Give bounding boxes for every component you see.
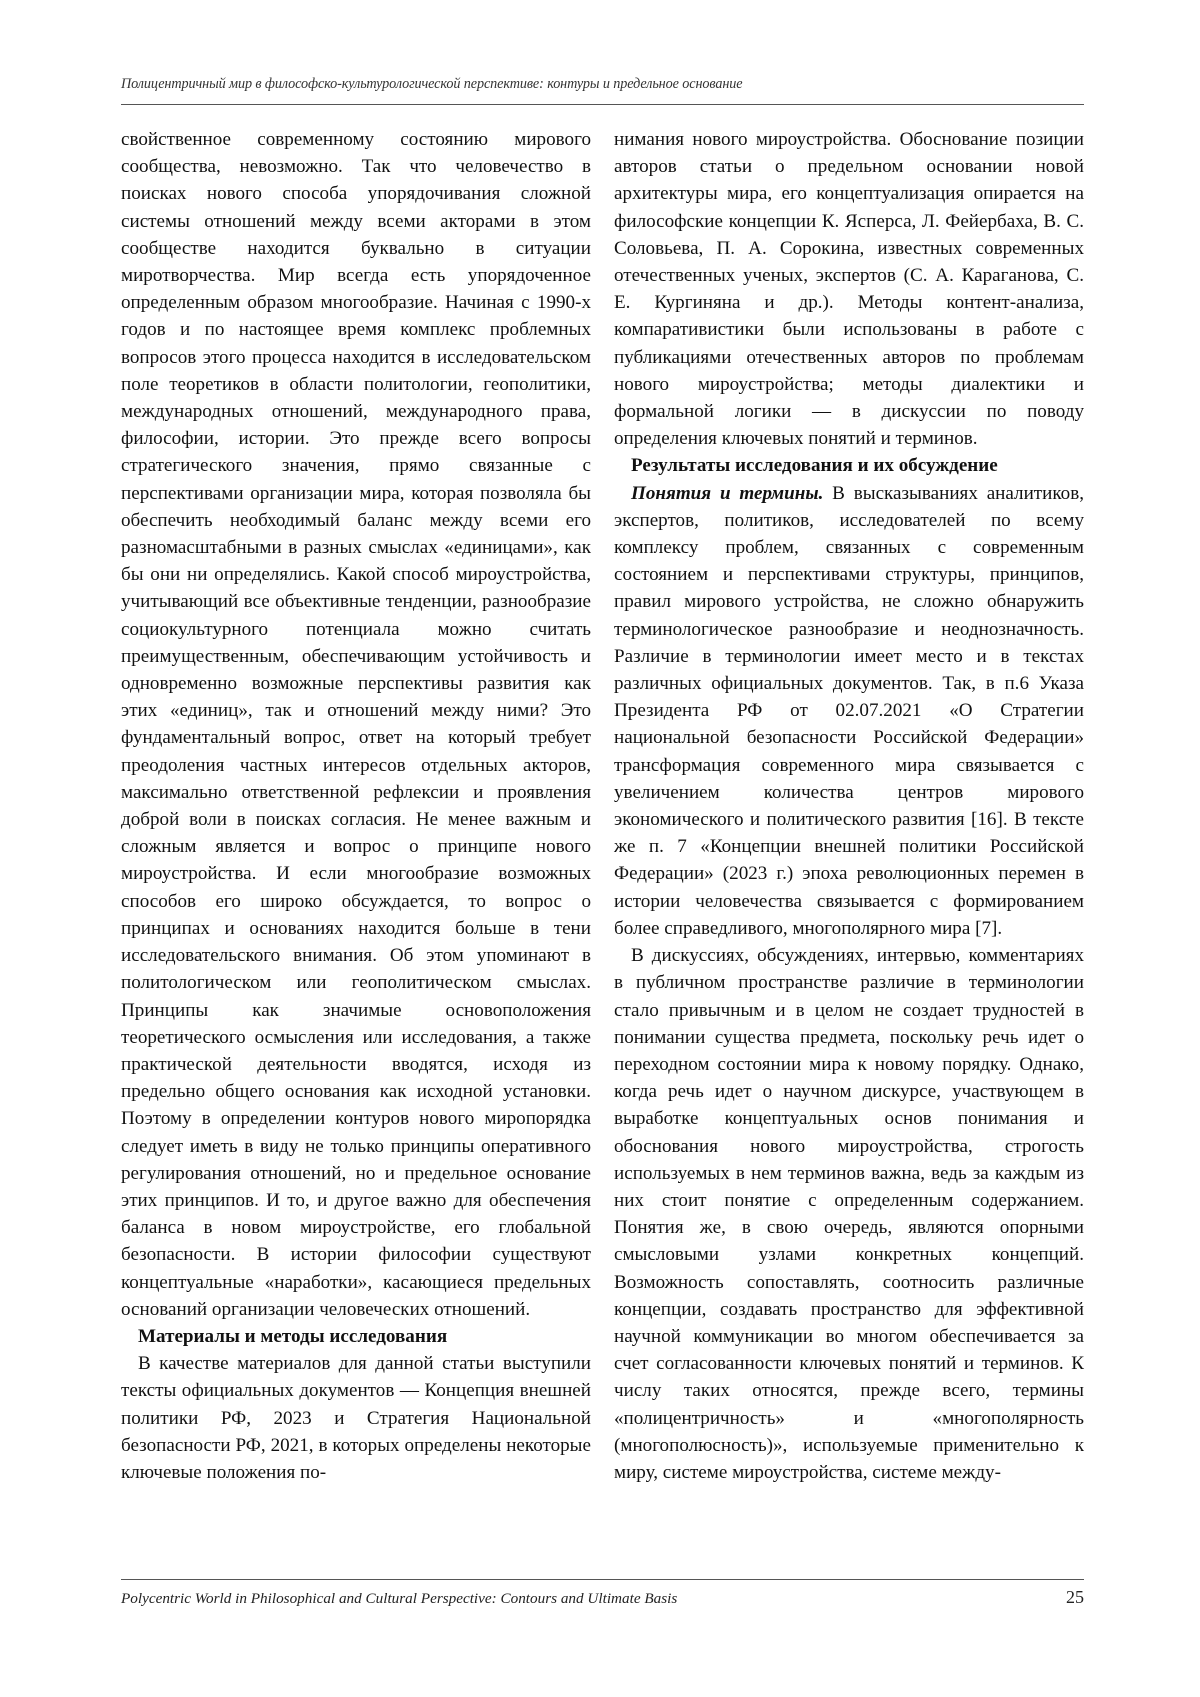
body-paragraph: В качестве материалов для данной статьи выступили тексты официальных документов — Концепция внешней политики РФ, 2023 и Стратегия Национальной безопасности РФ, 2021, в которых определены некоторые ключевые положения по- <box>121 1353 591 1483</box>
section-heading-results: Результаты исследования и их обсуждение <box>631 455 998 477</box>
footer-journal-title: Polycentric World in Philosophical and Cultural Perspective: Contours and Ultimate Basis <box>121 1590 678 1607</box>
body-paragraph: В дискуссиях, обсуждениях, интервью, комментариях в публичном пространстве различие в терминологии стало привычным и в целом не создает трудностей в понимании существа предмета, поскольку речь идет о переходном состоянии мира к новому порядку. Однако, когда речь идет о научном дискурсе, участвующем в выработке концептуальных основ понимания и обоснования нового мироустройства, строгость используемых в нем терминов важна, ведь за каждым из них стоит понятие с определенным содержанием. Понятия же, в свою очередь, являются опорными смысловыми узлами конкретных концепций. Возможность сопоставлять, соотносить различные концепции, создавать пространство для эффективной научной коммуникации во многом обеспечивается за счет согласованности ключевых понятий и терминов. К числу таких относятся, прежде всего, термины «полицентричность» и «многополярность (многополюсность)», используемые применительно к миру, системе мироустройства, системе между- <box>614 945 1084 1483</box>
right-column <box>614 126 1084 1486</box>
left-column <box>121 126 591 1486</box>
body-paragraph: нимания нового мироустройства. Обоснование позиции авторов статьи о предельном основании новой архитектуры мира, его концептуализация опирается на философские концепции К. Ясперса, Л. Фейербаха, В. С. Соловьева, П. А. Сорокина, известных современных отечественных ученых, экспертов (С. А. Караганова, С. Е. Кургиняна и др.). Методы контент-анализа, компаративистики были использованы в работе с публикациями отечественных авторов по проблемам нового мироустройства; методы диалектики и формальной логики — в дискуссии по поводу определения ключевых понятий и терминов. <box>614 129 1084 450</box>
header-rule <box>121 104 1084 105</box>
run-in-heading-terms: Понятия и термины. <box>631 482 824 504</box>
running-header: Полицентричный мир в философско-культурологической перспективе: контуры и предельное основание <box>121 76 743 92</box>
body-paragraph <box>614 480 1084 942</box>
body-paragraph: свойственное современному состоянию мирового сообщества, невозможно. Так что человечество в поисках нового способа упорядочивания сложной системы отношений между всеми акторами в этом сообществе находится буквально в ситуации миротворчества. Мир всегда есть упорядоченное определенным образом многообразие. Начиная с 1990-х годов и по настоящее время комплекс проблемных вопросов этого процесса находится в исследовательском поле теоретиков в области политологии, геополитики, международных отношений, международного права, философии, истории. Это прежде всего вопросы стратегического значения, прямо связанные с перспективами организации мира, которая позволяла бы обеспечить необходимый баланс между всеми его разномасштабными в разных смыслах «единицами», как бы они ни определялись. Какой способ мироустройства, учитывающий все объективные тенденции, разнообразие социокультурного потенциала можно считать преимущественным, обеспечивающим устойчивость и одновременно возможные перспективы развития как этих «единиц», так и отношений между ними? Это фундаментальный вопрос, ответ на который требует преодоления частных интересов отдельных акторов, максимально ответственной рефлексии и проявления доброй воли в поисках согласия. Не менее важным и сложным является и вопрос о принципе нового мироустройства. И если многообразие возможных способов его широко обсуждается, то вопрос о принципах и основаниях находится больше в тени исследовательского внимания. Об этом упоминают в политологическом или геополитическом смыслах. Принципы как значимые основоположения теоретического осмысления или исследования, а также практической деятельности вводятся, исходя из предельно общего основания как исходной установки. Поэтому в определении контуров нового миропорядка следует иметь в виду не только принципы оперативного регулирования отношений, но и предельное основание этих принципов. И то, и другое важно для обеспечения баланса в новом мироустройстве, его глобальной безопасности. В истории философии существуют концептуальные «наработки», касающиеся предельных оснований организации человеческих отношений. <box>121 129 591 1320</box>
footer-rule <box>121 1579 1084 1580</box>
body-text: В высказываниях аналитиков, экспертов, политиков, исследователей по всему комплексу проблем, связанных с современным состоянием и перспективами структуры, принципов, правил мирового устройства, не сложно обнаружить терминологическое разнообразие и неоднозначность. Различие в терминологии имеет место и в текстах различных официальных документов. Так, в п.6 Указа Президента РФ от 02.07.2021 «О Стратегии национальной безопасности Российской Федерации» трансформация современного мира связывается с увеличением количества центров мирового экономического и политического развития [16]. В тексте же п. 7 «Концепции внешней политики Российской Федерации» (2023 г.) эпоха революционных перемен в истории человечества связывается с формированием более справедливого, многополярного мира [7]. <box>614 482 1084 939</box>
page-number: 25 <box>1066 1587 1084 1607</box>
section-heading-methods: Материалы и методы исследования <box>138 1325 448 1347</box>
